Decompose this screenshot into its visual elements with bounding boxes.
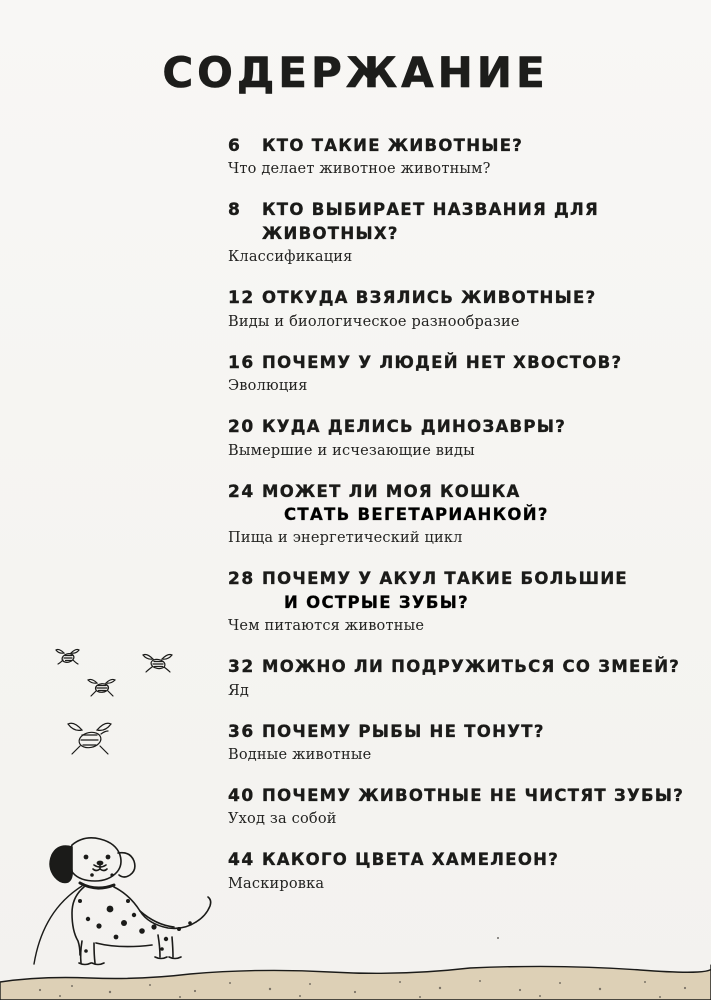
toc-entry-heading-row (228, 286, 698, 309)
table-of-contents (228, 134, 698, 913)
toc-entry-subtitle: Виды и биологическое разнообразие (228, 313, 520, 330)
toc-entry-title: МОЖНО ЛИ ПОДРУЖИТЬСЯ СО ЗМЕЕЙ? (262, 657, 681, 677)
toc-entry[interactable] (228, 134, 698, 177)
toc-entry[interactable] (228, 480, 698, 547)
toc-entry-heading-row (228, 351, 698, 374)
toc-entry-heading-row (228, 198, 698, 245)
toc-page-number: 28 (228, 569, 255, 590)
toc-page-number: 6 (228, 136, 242, 156)
toc-entry-subtitle: Уход за собой (228, 811, 337, 828)
toc-entry-title-line2: СТАТЬ ВЕГЕТАРИАНКОЙ? (284, 504, 549, 524)
toc-entry-title: МОЖЕТ ЛИ МОЯ КОШКА (262, 481, 521, 501)
toc-entry-heading-row (228, 480, 698, 503)
toc-page-number: 8 (228, 200, 242, 221)
toc-page-number: 44 (228, 850, 255, 871)
toc-entry-heading-row (228, 720, 698, 743)
toc-entry-subtitle: Вымершие и исчезающие виды (228, 442, 475, 459)
toc-entry-subtitle: Что делает животное животным? (228, 161, 491, 178)
toc-entry[interactable] (228, 784, 698, 827)
toc-entry[interactable] (228, 198, 698, 265)
toc-entry-subtitle: Маскировка (228, 875, 325, 892)
ground-line-illustration (0, 952, 711, 1000)
toc-entry-heading-row (228, 415, 698, 438)
toc-entry-title: КУДА ДЕЛИСЬ ДИНОЗАВРЫ? (262, 417, 567, 437)
toc-page-number: 32 (228, 657, 255, 678)
toc-entry-subtitle: Пища и энергетический цикл (228, 530, 463, 547)
toc-entry-title: ПОЧЕМУ У ЛЮДЕЙ НЕТ ХВОСТОВ? (262, 352, 623, 372)
toc-entry[interactable] (228, 567, 698, 634)
toc-entry-subtitle: Эволюция (228, 378, 308, 395)
toc-entry[interactable] (228, 720, 698, 763)
toc-entry-title: ОТКУДА ВЗЯЛИСЬ ЖИВОТНЫЕ? (262, 288, 597, 308)
toc-page-number: 16 (228, 352, 255, 373)
toc-entry-title: КТО ВЫБИРАЕТ НАЗВАНИЯ ДЛЯ ЖИВОТНЫХ? (262, 200, 600, 243)
toc-entry-heading-row (228, 848, 698, 871)
toc-page-number: 40 (228, 786, 255, 807)
toc-entry-title: ПОЧЕМУ ЖИВОТНЫЕ НЕ ЧИСТЯТ ЗУБЫ? (262, 786, 685, 806)
toc-entry-heading-row (228, 655, 698, 678)
toc-entry-title: КТО ТАКИЕ ЖИВОТНЫЕ? (262, 136, 524, 155)
toc-page-number: 24 (228, 481, 255, 502)
toc-entry[interactable] (228, 848, 698, 891)
toc-entry-subtitle: Чем питаются животные (228, 618, 425, 635)
page-title: СОДЕРЖАНИЕ (162, 48, 549, 97)
bees-illustration (46, 636, 196, 776)
toc-entry[interactable] (228, 415, 698, 458)
toc-entry-heading-row (228, 134, 698, 157)
toc-entry[interactable] (228, 286, 698, 329)
toc-entry-title: ПОЧЕМУ У АКУЛ ТАКИЕ БОЛЬШИЕ (262, 569, 629, 589)
toc-entry-subtitle: Классификация (228, 249, 353, 266)
paper-speck (497, 937, 499, 939)
toc-entry-title-line2: И ОСТРЫЕ ЗУБЫ? (284, 592, 470, 612)
toc-entry-heading-row (228, 784, 698, 807)
toc-entry-title: КАКОГО ЦВЕТА ХАМЕЛЕОН? (262, 850, 560, 870)
toc-page-number: 20 (228, 417, 255, 438)
toc-page-number: 36 (228, 721, 255, 742)
toc-entry-subtitle: Водные животные (228, 747, 372, 764)
toc-entry-title: ПОЧЕМУ РЫБЫ НЕ ТОНУТ? (262, 721, 545, 741)
toc-entry[interactable] (228, 655, 698, 698)
toc-entry-subtitle: Яд (228, 682, 250, 699)
toc-entry[interactable] (228, 351, 698, 394)
toc-page-number: 12 (228, 288, 255, 309)
toc-entry-heading-row (228, 567, 698, 590)
